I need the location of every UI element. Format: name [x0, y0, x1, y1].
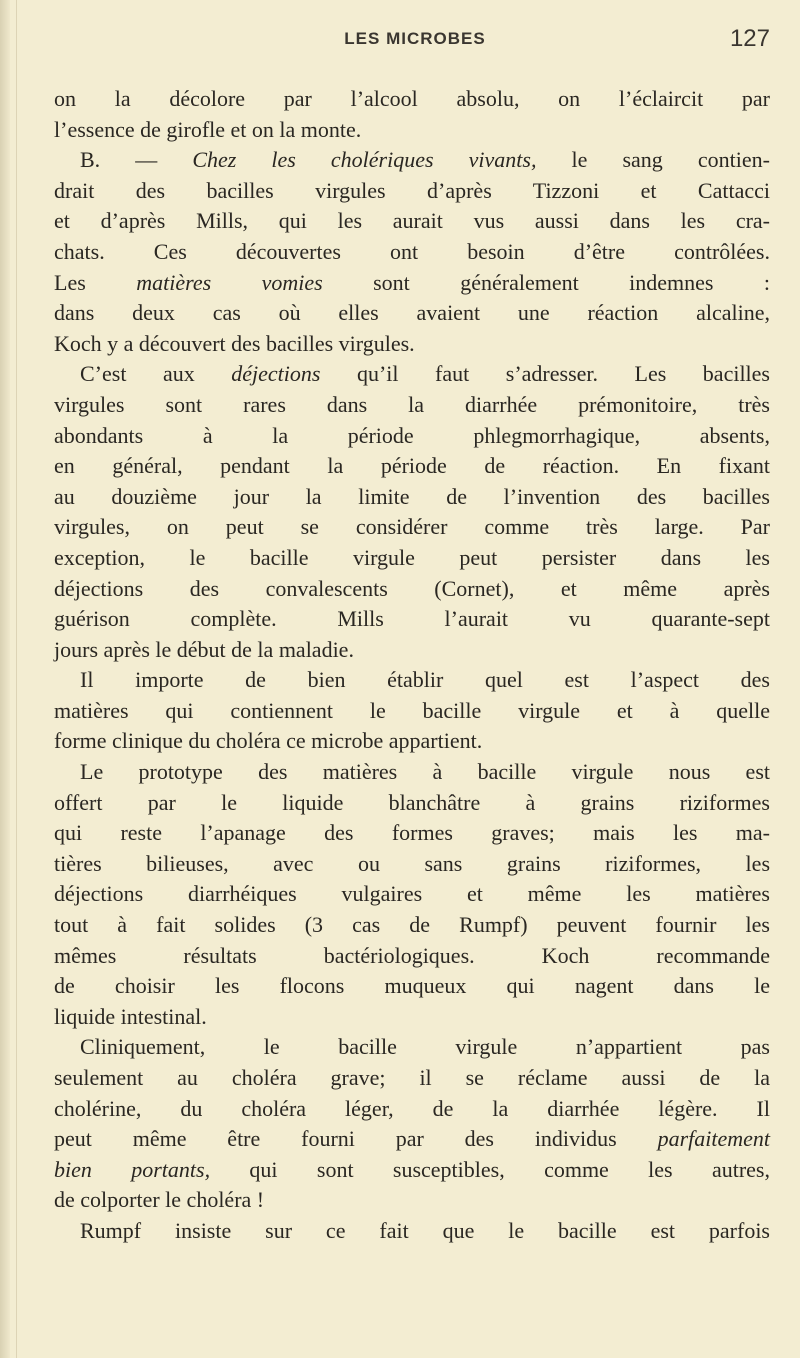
text-segment: abondants à la période phlegmorrhagique, absents, [54, 422, 770, 448]
text-line [54, 268, 770, 299]
text-line [54, 1063, 770, 1094]
text-segment: virgules sont rares dans la diarrhée prémonitoire, très [54, 391, 770, 417]
text-segment: qu’il faut s’adresser. Les bacilles [320, 361, 770, 387]
text-line [54, 451, 770, 482]
text-line [54, 849, 770, 880]
running-title: LES MICROBES [344, 29, 486, 48]
text-line [54, 757, 770, 788]
text-segment: cholérine, du choléra léger, de la diarrhée légère. Il [54, 1095, 770, 1121]
text-segment: qui reste l’apanage des formes graves; mais les ma- [54, 820, 770, 846]
text-segment: drait des bacilles virgules d’après Tizzoni et Cattacci [54, 177, 770, 203]
text-line [54, 1216, 770, 1247]
text-segment: chats. Ces découvertes ont besoin d’être contrôlées. [54, 238, 770, 264]
text-line [54, 574, 770, 605]
text-line [54, 604, 770, 635]
text-segment: offert par le liquide blanchâtre à grains riziformes [54, 789, 770, 815]
text-segment: tout à fait solides (3 cas de Rumpf) peuvent fournir les [54, 912, 770, 938]
text-segment: peut même être fourni par des individus [54, 1126, 658, 1152]
text-line [54, 237, 770, 268]
text-segment: Koch y a découvert des bacilles virgules. [54, 330, 415, 356]
text-segment: Cliniquement, le bacille virgule n’appartient pas [80, 1034, 770, 1060]
italic-text: matières vomies [136, 269, 323, 295]
text-segment: en général, pendant la période de réaction. En fixant [54, 453, 770, 479]
page-gutter-line [16, 0, 17, 1358]
page-number: 127 [729, 25, 770, 52]
text-line [54, 665, 770, 696]
text-segment: C’est aux [80, 361, 232, 387]
text-segment: déjections des convalescents (Cornet), et même après [54, 575, 770, 601]
text-segment: qui sont susceptibles, comme les autres, [210, 1156, 770, 1182]
text-segment: liquide intestinal. [54, 1003, 207, 1029]
text-segment: forme clinique du choléra ce microbe appartient. [54, 728, 483, 754]
italic-text: parfaitement [657, 1126, 770, 1152]
text-line [54, 1094, 770, 1125]
text-line [54, 206, 770, 237]
text-segment: Le prototype des matières à bacille virgule nous est [80, 759, 770, 785]
text-line [54, 1002, 770, 1033]
text-segment: sont généralement indemnes : [322, 269, 771, 295]
text-line [54, 298, 770, 329]
text-segment: tières bilieuses, avec ou sans grains riziformes, les [54, 850, 770, 876]
text-line [54, 879, 770, 910]
text-line [54, 176, 770, 207]
text-line [54, 115, 770, 146]
text-line [54, 1185, 770, 1216]
text-line [54, 635, 770, 666]
text-segment: au douzième jour la limite de l’invention des bacilles [54, 483, 770, 509]
text-segment: B. — [80, 147, 193, 173]
text-line [54, 359, 770, 390]
italic-text: bien portants, [54, 1156, 211, 1182]
body-text [54, 84, 770, 1247]
text-line [54, 1032, 770, 1063]
text-segment: Il importe de bien établir quel est l’aspect des [80, 667, 770, 693]
text-line [54, 696, 770, 727]
text-segment: l’essence de girofle et on la monte. [54, 116, 362, 142]
text-line [54, 512, 770, 543]
text-segment: jours après le début de la maladie. [54, 636, 354, 662]
text-line [54, 84, 770, 115]
text-segment: on la décolore par l’alcool absolu, on l’éclaircit par [54, 86, 770, 111]
text-line [54, 1124, 770, 1155]
text-line [54, 390, 770, 421]
text-segment: seulement au choléra grave; il se réclame aussi de la [54, 1065, 770, 1090]
text-line [54, 1155, 770, 1186]
text-line [54, 941, 770, 972]
text-line [54, 329, 770, 360]
text-segment: dans deux cas où elles avaient une réaction alcaline, [54, 300, 770, 326]
text-segment: exception, le bacille virgule peut persister dans les [54, 544, 770, 570]
text-segment: matières qui contiennent le bacille virgule et à quelle [54, 697, 770, 723]
text-segment: virgules, on peut se considérer comme très large. Par [54, 514, 770, 540]
text-line [54, 971, 770, 1002]
text-line [54, 910, 770, 941]
text-segment: et d’après Mills, qui les aurait vus aussi dans les cra- [54, 208, 770, 234]
text-line [54, 421, 770, 452]
page-header [60, 25, 770, 59]
page-edge [0, 0, 10, 1358]
text-line [54, 145, 770, 176]
italic-text: déjections [231, 361, 321, 387]
text-segment: Rumpf insiste sur ce fait que le bacille est parfois [80, 1217, 770, 1243]
text-line [54, 788, 770, 819]
text-line [54, 726, 770, 757]
text-segment: de choisir les flocons muqueux qui nagent dans le [54, 973, 770, 999]
text-segment: le sang contien- [536, 147, 770, 173]
text-segment: Les [54, 269, 137, 295]
italic-text: Chez les cholériques vivants, [192, 147, 537, 173]
text-segment: mêmes résultats bactériologiques. Koch recommande [54, 942, 770, 968]
text-line [54, 482, 770, 513]
text-segment: déjections diarrhéiques vulgaires et même les matières [54, 881, 770, 907]
text-line [54, 543, 770, 574]
text-segment: de colporter le choléra ! [54, 1187, 265, 1213]
text-segment: guérison complète. Mills l’aurait vu quarante-sept [54, 606, 770, 632]
text-line [54, 818, 770, 849]
